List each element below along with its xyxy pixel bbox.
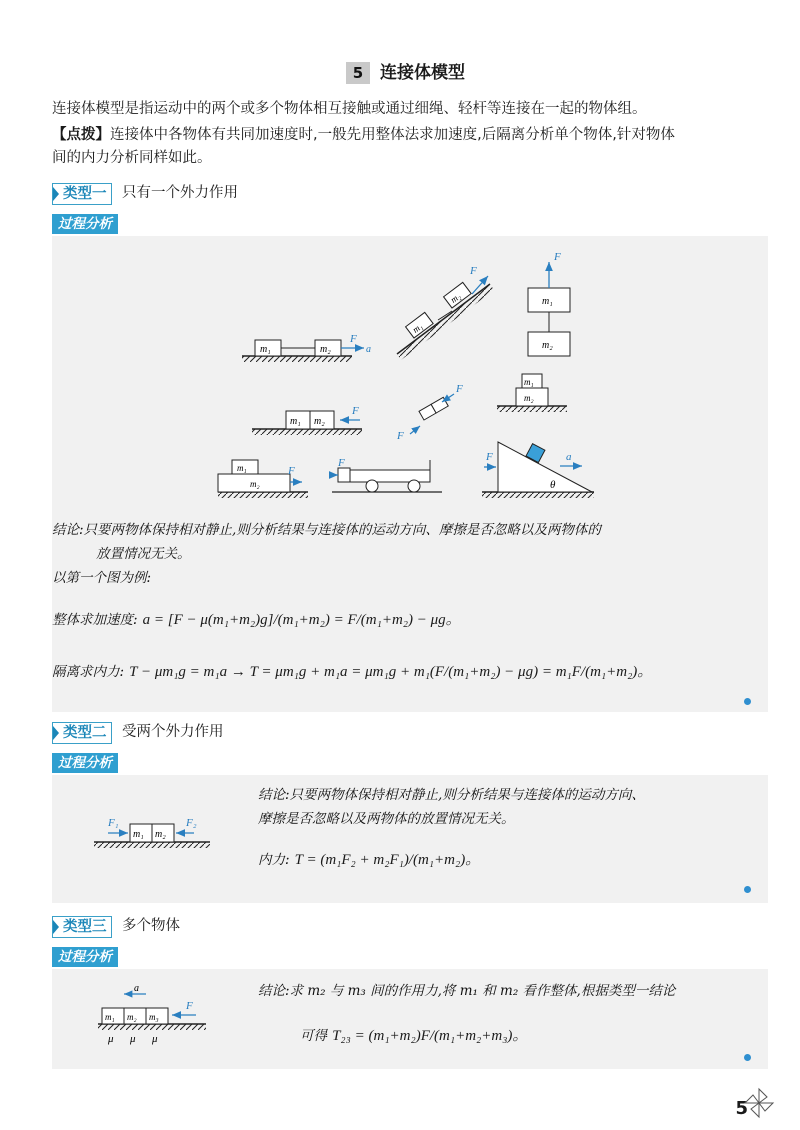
svg-text:a: a [366,344,371,355]
type2-force-row [258,848,480,869]
type1-whole-row [52,608,461,629]
type3-result-row [300,1024,527,1045]
type1-isolate-label: 隔离求内力: [52,664,125,680]
panel-dot-2 [744,886,751,893]
type1-isolate-row [52,660,652,681]
type2-force-label: 内力: [258,852,290,868]
type1-example: 以第一个图为例: [52,570,152,586]
type1-conclusion-1: 结论:只要两物体保持相对静止,则分析结果与连接体的运动方向、摩擦是否忽略以及两物体的 [52,522,601,538]
type1-isolate-equation: T − μm₁g = m₁a → T = μm₁g + m₁a = μm₁g + m₁(F/(m₁+m₂) − μg) = m₁F/(m₁+m₂)。 [129,664,653,680]
svg-text:F: F [186,1000,193,1012]
svg-text:F: F [456,383,463,395]
type1-tag: 类型一 [52,183,112,205]
type1-process-label: 过程分析 [52,214,118,234]
svg-text:μ: μ [108,1033,114,1045]
svg-text:F: F [397,430,404,442]
type2-process-label: 过程分析 [52,753,118,773]
svg-text:F₁: F₁ [108,817,119,829]
svg-text:m₂: m₂ [250,479,260,489]
svg-text:m₁: m₁ [542,296,553,307]
tip-line-2: 间的内力分析同样如此。 [52,150,212,166]
svg-text:a: a [134,983,139,994]
type1-whole-equation: a = [F − μ(m₁+m₂)g]/(m₁+m₂) = F/(m₁+m₂) − μg。 [142,612,461,628]
svg-text:μ: μ [130,1033,136,1045]
section-number: 5 [346,62,370,84]
diagram-wedge [482,442,594,498]
type3-tag: 类型三 [52,916,112,938]
svg-text:m₂: m₂ [320,344,331,355]
svg-text:F: F [554,251,561,263]
svg-text:m₂: m₂ [448,291,463,305]
tip-line-1: 连接体中各物体有共同加速度时,一般先用整体法求加速度,后隔离分析单个物体,针对物体 [110,127,675,143]
svg-text:F: F [486,451,493,463]
svg-text:F: F [338,457,345,469]
svg-text:m₁: m₁ [105,1012,115,1022]
type2-conclusion-1: 结论:只要两物体保持相对静止,则分析结果与连接体的运动方向、 [258,787,645,803]
type2-tag: 类型二 [52,722,112,744]
svg-text:F: F [470,265,477,277]
panel-dot-3 [744,1054,751,1061]
type2-diagram [90,808,230,854]
svg-text:m₁: m₁ [290,416,301,427]
diagram-rope-horizontal [242,333,371,362]
svg-text:m₁: m₁ [260,344,271,355]
svg-text:m₁: m₁ [237,463,247,473]
svg-text:a: a [566,451,572,463]
svg-text:θ: θ [550,479,556,491]
svg-text:m₂: m₂ [155,829,166,840]
svg-text:m₂: m₂ [542,340,553,351]
svg-text:m₃: m₃ [149,1012,159,1022]
diagram-cart [332,457,442,492]
type1-whole-label: 整体求加速度: [52,612,138,628]
type2-conclusion-2: 摩擦是否忽略以及两物体的放置情况无关。 [258,811,515,827]
tip-label: 【点拨】 [52,127,110,143]
type3-diagram [96,982,216,1046]
type3-result-label: 可得 [300,1028,327,1044]
panel-dot-1 [744,698,751,705]
pinwheel-icon [742,1086,776,1120]
svg-text:F₂: F₂ [186,817,197,829]
type3-process-label: 过程分析 [52,947,118,967]
diagram-stacked-ground [497,374,567,412]
diagram-incline-rope [397,265,494,360]
diagram-stacked-pull [218,460,308,498]
type1-title: 只有一个外力作用 [122,185,238,201]
svg-text:m₁: m₁ [133,829,144,840]
type3-title: 多个物体 [122,918,180,934]
diagram-push-pair [252,405,362,435]
svg-text:m₂: m₂ [127,1012,137,1022]
diagram-free-push [396,383,463,442]
type3-result-equation: T₂₃ = (m₁+m₂)F/(m₁+m₂+m₃)。 [332,1028,528,1044]
type1-diagrams [52,236,768,516]
type2-force-equation: T = (m₁F₂ + m₂F₁)/(m₁+m₂)。 [294,852,481,868]
type2-title: 受两个外力作用 [122,724,224,740]
type3-conclusion-1: 结论:求 m₂ 与 m₃ 间的作用力,将 m₁ 和 m₂ 看作整体,根据类型一结论 [258,983,676,999]
svg-text:F: F [350,333,357,345]
svg-text:F: F [288,465,295,477]
section-title: 连接体模型 [380,63,465,83]
svg-text:m₂: m₂ [314,416,325,427]
svg-text:F: F [352,405,359,417]
intro-paragraph: 连接体模型是指运动中的两个或多个物体相互接触或通过细绳、轻杆等连接在一起的物体组。 [52,101,647,117]
page-number: 5 [735,1098,748,1119]
type1-conclusion-2: 放置情况无关。 [96,546,191,562]
tip-paragraph [52,124,764,170]
svg-text:m₁: m₁ [524,377,534,387]
svg-text:μ: μ [152,1033,158,1045]
svg-text:m₁: m₁ [410,321,425,335]
svg-text:m₂: m₂ [524,393,534,403]
diagram-vertical-rope [528,251,570,356]
